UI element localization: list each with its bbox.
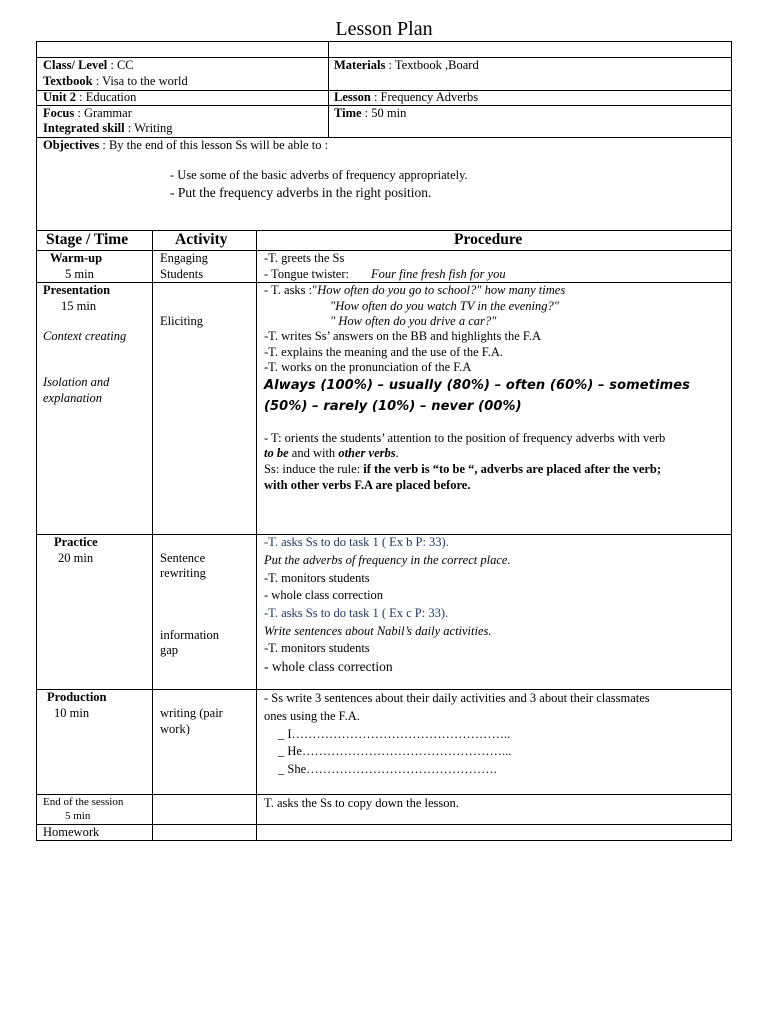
- procedure-line: _ He…………………………………………...: [278, 744, 512, 758]
- stage-homework: Homework: [43, 825, 100, 839]
- activity-text: rewriting: [160, 566, 206, 580]
- activity-text: writing (pair: [160, 706, 223, 720]
- procedure-line: to be and with other verbs.: [264, 446, 399, 460]
- activity-text: information: [160, 628, 220, 642]
- stage-warmup: Warm-up: [50, 251, 103, 265]
- procedure-line: - T. asks :"How often do you go to school?" how many times: [264, 283, 566, 297]
- frequency-scale: Always (100%) – usually (80%) – often (60%) – sometimes: [264, 378, 690, 393]
- integrated-skill: Integrated skill : Writing: [43, 121, 173, 135]
- unit: Unit 2 : Education: [43, 90, 137, 104]
- procedure-line: - Ss write 3 sentences about their daily activities and 3 about their classmates: [264, 691, 650, 705]
- activity-text: Students: [160, 267, 204, 281]
- procedure-line: T. asks the Ss to copy down the lesson.: [264, 796, 459, 810]
- objective-item: - Put the frequency adverbs in the right position.: [170, 185, 432, 200]
- procedure-line: Write sentences about Nabil’s daily activities.: [264, 624, 492, 638]
- stage-sub: Context creating: [43, 329, 127, 343]
- stage-end: End of the session: [43, 796, 124, 808]
- stage-time: 10 min: [54, 706, 90, 720]
- column-header-activity: Activity: [175, 231, 228, 248]
- procedure-line: " How often do you drive a car?": [330, 314, 497, 328]
- stage-time: 20 min: [58, 551, 94, 565]
- procedure-line: Ss: induce the rule: if the verb is “to be “, adverbs are placed after the verb;: [264, 462, 662, 476]
- stage-practice: Practice: [54, 535, 98, 549]
- procedure-line: -T. monitors students: [264, 571, 370, 585]
- procedure-line: -T. asks Ss to do task 1 ( Ex c P: 33).: [264, 606, 449, 620]
- class-level: Class/ Level : CC: [43, 58, 134, 72]
- frequency-scale: (50%) – rarely (10%) – never (00%): [264, 399, 522, 414]
- textbook: Textbook : Visa to the world: [43, 74, 188, 88]
- procedure-line: -T. works on the pronunciation of the F.A: [264, 360, 472, 374]
- procedure-line: ones using the F.A.: [264, 709, 360, 723]
- procedure-line: Put the adverbs of frequency in the correct place.: [264, 553, 511, 567]
- column-divider: [328, 41, 329, 137]
- stage-time: 5 min: [65, 810, 91, 822]
- stage-time: 5 min: [65, 267, 94, 281]
- column-header-stage: Stage / Time: [46, 231, 129, 248]
- stage-time: 15 min: [61, 299, 97, 313]
- procedure-line: -T. writes Ss’ answers on the BB and highlights the F.A: [264, 329, 541, 343]
- activity-text: work): [160, 722, 190, 736]
- stage-presentation: Presentation: [43, 283, 111, 297]
- column-divider: [256, 230, 257, 841]
- procedure-line: _ She……………………………………….: [278, 762, 497, 776]
- procedure-line: - T: orients the students’ attention to the position of frequency adverbs with verb: [264, 431, 666, 445]
- procedure-line: _ I……………………………………………..: [278, 727, 511, 741]
- page-title: Lesson Plan: [335, 18, 433, 40]
- procedure-line: -T. greets the Ss: [264, 251, 345, 265]
- activity-text: Sentence: [160, 551, 206, 565]
- objective-item: - Use some of the basic adverbs of frequency appropriately.: [170, 168, 468, 182]
- activity-text: gap: [160, 643, 179, 657]
- objectives: Objectives : By the end of this lesson Ss will be able to :: [43, 138, 329, 152]
- procedure-line: - Tongue twister: Four fine fresh fish for you: [264, 267, 506, 281]
- activity-text: Engaging: [160, 251, 208, 265]
- row-divider: [36, 794, 732, 795]
- column-divider: [152, 230, 153, 841]
- row-divider: [36, 824, 732, 825]
- procedure-line: -T. asks Ss to do task 1 ( Ex b P: 33).: [264, 535, 449, 549]
- row-divider: [36, 689, 732, 690]
- focus: Focus : Grammar: [43, 106, 132, 120]
- row-divider: [36, 230, 732, 231]
- procedure-line: - whole class correction: [264, 588, 384, 602]
- procedure-line: with other verbs F.A are placed before.: [264, 478, 471, 492]
- procedure-line: "How often do you watch TV in the evening?": [330, 299, 559, 313]
- procedure-line: -T. monitors students: [264, 641, 370, 655]
- lesson: Lesson : Frequency Adverbs: [334, 90, 479, 104]
- activity-text: Eliciting: [160, 314, 204, 328]
- procedure-line: - whole class correction: [264, 659, 393, 674]
- stage-production: Production: [47, 690, 107, 704]
- time: Time : 50 min: [334, 106, 407, 120]
- stage-sub: Isolation and: [43, 375, 110, 389]
- row-divider: [36, 250, 732, 251]
- materials: Materials : Textbook ,Board: [334, 58, 479, 72]
- procedure-line: -T. explains the meaning and the use of the F.A.: [264, 345, 503, 359]
- stage-sub: explanation: [43, 391, 103, 405]
- column-header-procedure: Procedure: [454, 231, 523, 248]
